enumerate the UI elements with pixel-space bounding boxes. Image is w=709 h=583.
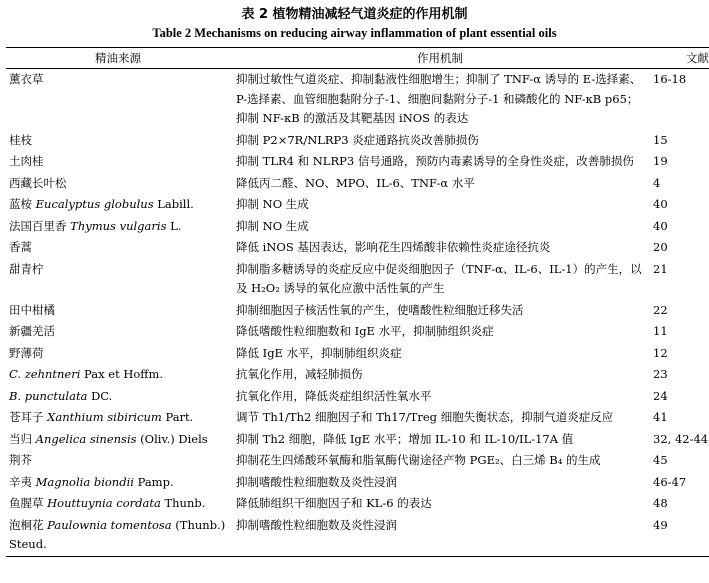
cell-reference: 46-47	[653, 474, 687, 489]
cell-mechanism: 降低 IgE 水平，抑制肺组织炎症	[236, 345, 402, 360]
cell-source	[6, 151, 230, 173]
mechanism-table	[6, 47, 709, 557]
latin-name: B. punctulata	[9, 388, 88, 403]
table-row	[6, 151, 709, 173]
cell-reference: 12	[653, 345, 668, 360]
table-row	[6, 194, 709, 216]
cell-reference: 49	[650, 515, 709, 557]
source-name: 新疆羌活	[9, 324, 55, 338]
table-row	[6, 130, 709, 152]
author-name: (Oliv.) Diels	[136, 431, 208, 446]
latin-name: Angelica sinensis	[35, 431, 137, 446]
cell-reference: 45	[653, 453, 668, 467]
table-row	[6, 259, 709, 300]
table-row	[6, 173, 709, 195]
author-name: DC.	[87, 388, 113, 403]
cell-mechanism: 降低丙二醛、NO、MPO、IL-6、TNF-α 水平	[236, 175, 475, 190]
cell-reference: 32, 42-44	[653, 431, 709, 446]
source-name: 法国百里香	[9, 218, 67, 233]
cell-mechanism: 抑制 TLR4 和 NLRP3 信号通路，预防内毒素诱导的全身性炎症，改善肺损伤	[236, 154, 634, 168]
table-row	[6, 321, 709, 343]
cell-source	[6, 364, 230, 386]
cell-source	[6, 407, 230, 429]
table-caption-en: Table 2 Mechanisms on reducing airway inflammation of plant essential oils	[152, 26, 557, 40]
cell-mechanism: 抑制过敏性气道炎症、抑制黏液性细胞增生；抑制了 TNF-α 诱导的 E-选择素、P-选择素、血管细胞黏附分子-1、细胞间黏附分子-1 和磷酸化的 NF-κB p65；抑制 NF-κB 的激活及其靶基因 iNOS 的表达	[236, 72, 642, 125]
source-name: 蓝桉	[9, 197, 32, 211]
table-row	[6, 386, 709, 408]
author-name: Labill.	[153, 197, 194, 211]
table-row	[6, 343, 709, 365]
cell-source	[6, 216, 230, 238]
latin-name: Houttuynia cordata	[47, 496, 161, 510]
cell-mechanism: 抑制 Th2 细胞，降低 IgE 水平；增加 IL-10 和 IL-10/IL-17A 值	[236, 431, 574, 446]
cell-source	[6, 130, 230, 152]
author-name: Pax et Hoffm.	[80, 367, 164, 381]
source-name: 当归	[9, 431, 32, 446]
author-name: Part.	[161, 410, 194, 424]
table-row	[6, 407, 709, 429]
cell-mechanism: 抑制嗜酸性粒细胞数及炎性浸润	[236, 474, 397, 489]
author-name: Pamp.	[133, 474, 174, 489]
source-name: 甜青柠	[9, 261, 44, 276]
cell-mechanism: 抑制细胞因子核活性氧的产生，使嗜酸性粒细胞迁移失活	[236, 302, 524, 317]
table-row	[6, 216, 709, 238]
cell-reference: 40	[653, 218, 668, 233]
table-row	[6, 450, 709, 472]
cell-mechanism: 抑制嗜酸性粒细胞数及炎性浸润	[230, 515, 650, 557]
table-row	[6, 493, 709, 515]
source-name: 鱼腥草	[9, 496, 44, 510]
source-name: 田中柑橘	[9, 302, 55, 317]
table-row	[6, 300, 709, 322]
cell-mechanism: 调节 Th1/Th2 细胞因子和 Th17/Treg 细胞失衡状态，抑制气道炎症反应	[236, 410, 614, 424]
table-row	[6, 429, 709, 451]
source-name: 西藏长叶松	[9, 175, 67, 190]
author-name: Thunb.	[160, 496, 206, 510]
latin-name: Xanthium sibiricum	[47, 410, 162, 424]
source-name: 野薄荷	[9, 345, 44, 360]
cell-source	[6, 343, 230, 365]
cell-reference: 48	[653, 496, 668, 510]
cell-reference: 16-18	[653, 72, 687, 86]
cell-source	[6, 472, 230, 494]
cell-mechanism: 抗氧化作用，降低炎症组织活性氧水平	[236, 388, 432, 403]
table-row	[6, 515, 709, 557]
author-name: (Thunb.) Steud.	[9, 517, 226, 551]
cell-source	[6, 386, 230, 408]
table-row	[6, 237, 709, 259]
cell-reference: 23	[653, 367, 668, 381]
cell-mechanism: 抑制 NO 生成	[236, 218, 309, 233]
latin-name: Eucalyptus globulus	[35, 197, 154, 211]
column-header-reference: 文献	[650, 48, 709, 69]
cell-reference: 20	[653, 240, 668, 254]
latin-name: Paulownia tomentosa	[47, 517, 172, 532]
cell-mechanism: 抑制 P2×7R/NLRP3 炎症通路抗炎改善肺损伤	[236, 132, 479, 147]
cell-source	[6, 300, 230, 322]
latin-name: Magnolia biondii	[35, 474, 134, 489]
cell-reference: 41	[653, 410, 668, 424]
cell-mechanism: 抗氧化作用，减轻肺损伤	[236, 367, 363, 381]
latin-name: C. zehntneri	[9, 367, 81, 381]
cell-reference: 21	[653, 261, 668, 276]
cell-reference: 4	[653, 175, 661, 190]
cell-reference: 24	[653, 388, 668, 403]
table-row	[6, 69, 709, 130]
latin-name: Thymus vulgaris	[70, 218, 167, 233]
column-header-source: 精油来源	[6, 48, 230, 69]
column-header-mechanism: 作用机制	[230, 48, 650, 69]
cell-source	[6, 173, 230, 195]
cell-reference: 11	[653, 324, 668, 338]
table-caption-cn: 表 2 植物精油减轻气道炎症的作用机制	[241, 7, 468, 22]
cell-mechanism: 降低肺组织干细胞因子和 KL-6 的表达	[236, 496, 432, 510]
cell-reference: 22	[653, 302, 668, 317]
cell-mechanism: 抑制脂多糖诱导的炎症反应中促炎细胞因子（TNF-α、IL-6、IL-1）的产生，以及 H₂O₂ 诱导的氧化应激中活性氧的产生	[236, 261, 642, 295]
table-row	[6, 364, 709, 386]
source-name: 辛夷	[9, 474, 32, 489]
cell-source	[6, 493, 230, 515]
cell-source	[6, 321, 230, 343]
cell-reference: 40	[653, 197, 668, 211]
cell-source	[6, 237, 230, 259]
table-row	[6, 472, 709, 494]
cell-reference: 15	[653, 132, 668, 147]
cell-mechanism: 抑制花生四烯酸环氧酶和脂氧酶代谢途径产物 PGE₂、白三烯 B₄ 的生成	[236, 453, 601, 467]
cell-source	[6, 450, 230, 472]
source-name: 苍耳子	[9, 410, 44, 424]
source-name: 香蒿	[9, 240, 32, 254]
author-name: L.	[166, 218, 182, 233]
source-name: 泡桐花	[9, 517, 44, 532]
cell-source	[6, 429, 230, 451]
source-name: 桂枝	[9, 132, 32, 147]
cell-source	[6, 259, 230, 300]
cell-mechanism: 降低 iNOS 基因表达，影响花生四烯酸非依赖性炎症途径抗炎	[236, 240, 551, 254]
source-name: 薰衣草	[9, 72, 44, 86]
source-name: 土肉桂	[9, 154, 44, 168]
cell-source	[6, 194, 230, 216]
cell-mechanism: 降低嗜酸性粒细胞数和 IgE 水平，抑制肺组织炎症	[236, 324, 494, 338]
source-name: 荆芥	[9, 453, 32, 467]
table-header-row	[6, 48, 709, 69]
cell-mechanism: 抑制 NO 生成	[236, 197, 309, 211]
cell-source	[6, 515, 230, 557]
cell-reference: 19	[653, 154, 668, 168]
cell-source	[6, 69, 230, 130]
